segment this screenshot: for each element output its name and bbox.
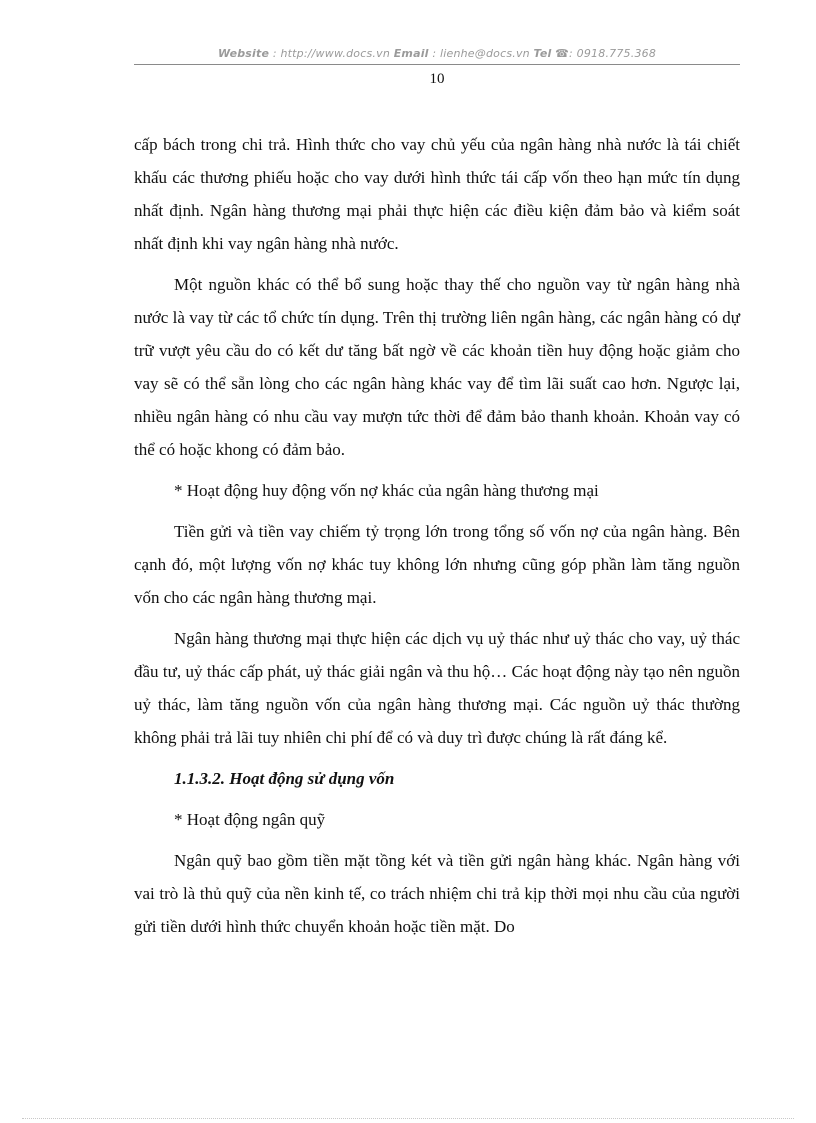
paragraph-continuation: cấp bách trong chi trả. Hình thức cho vay chủ yếu của ngân hàng nhà nước là tái chiết khấu các thương phiếu hoặc cho vay dưới hình thức tái cấp vốn theo hạn mức tín dụng nhất định. Ngân hàng thương mại phải thực hiện các điều kiện đảm bảo và kiểm soát nhất định khi vay ngân hàng nhà nước. — [134, 135, 740, 253]
paragraph-interbank-loans: Một nguồn khác có thể bổ sung hoặc thay thế cho nguồn vay từ ngân hàng nhà nước là vay từ các tổ chức tín dụng. Trên thị trường liên ngân hàng, các ngân hàng có dự trữ vượt yêu cầu do có kết dư tăng bất ngờ về các khoản tiền huy động hoặc giảm cho vay sẽ có thể sẵn lòng cho các ngân hàng khác vay để tìm lãi suất cao hơn. Ngược lại, nhiều ngân hàng có nhu cầu vay mượn tức thời để đảm bảo thanh khoản. Khoản vay có thể có hoặc khong có đảm bảo. — [134, 275, 740, 459]
header-divider — [134, 64, 740, 65]
page-number: 10 — [429, 71, 445, 87]
paragraph-trust-services: Ngân hàng thương mại thực hiện các dịch vụ uỷ thác như uỷ thác cho vay, uỷ thác đầu tư, uỷ thác cấp phát, uỷ thác giải ngân và thu hộ… Các hoạt động này tạo nên nguồn uỷ thác, làm tăng nguồn vốn của ngân hàng thương mại. Các nguồn uỷ thác thường không phải trả lãi tuy nhiên chi phí để có và duy trì được chúng là rất đáng kể. — [134, 629, 740, 747]
paragraph-treasury: Ngân quỹ bao gồm tiền mặt tồng két và tiền gửi ngân hàng khác. Ngân hàng với vai trò là thủ quỹ của nền kinh tế, co trách nhiệm chi trả kịp thời mọi nhu cầu của người gửi tiền dưới hình thức chuyển khoản hoặc tiền mặt. Do — [134, 851, 740, 936]
tel-label: Tel — [533, 47, 552, 60]
subheading-other-debt-capital: * Hoạt động huy động vốn nợ khác của ngân hàng thương mại — [174, 481, 599, 500]
website-url[interactable]: : http://www.docs.vn — [272, 47, 390, 60]
section-heading-capital-use: 1.1.3.2. Hoạt động sử dụng vốn — [174, 769, 395, 788]
website-label: Website — [217, 47, 270, 60]
page-header — [134, 47, 740, 60]
email-address[interactable]: : lienhe@docs.vn — [432, 47, 530, 60]
tel-number: ☎: 0918.775.368 — [555, 47, 657, 60]
footer-divider — [22, 1118, 794, 1119]
document-body — [134, 128, 740, 951]
paragraph-deposits-loans: Tiền gửi và tiền vay chiếm tỷ trọng lớn trong tổng số vốn nợ của ngân hàng. Bên cạnh đó, một lượng vốn nợ khác tuy không lớn nhưng cũng góp phần làm tăng nguồn vốn cho các ngân hàng thương mại. — [134, 522, 740, 607]
email-label: Email — [393, 47, 429, 60]
subheading-treasury: * Hoạt động ngân quỹ — [174, 810, 326, 829]
